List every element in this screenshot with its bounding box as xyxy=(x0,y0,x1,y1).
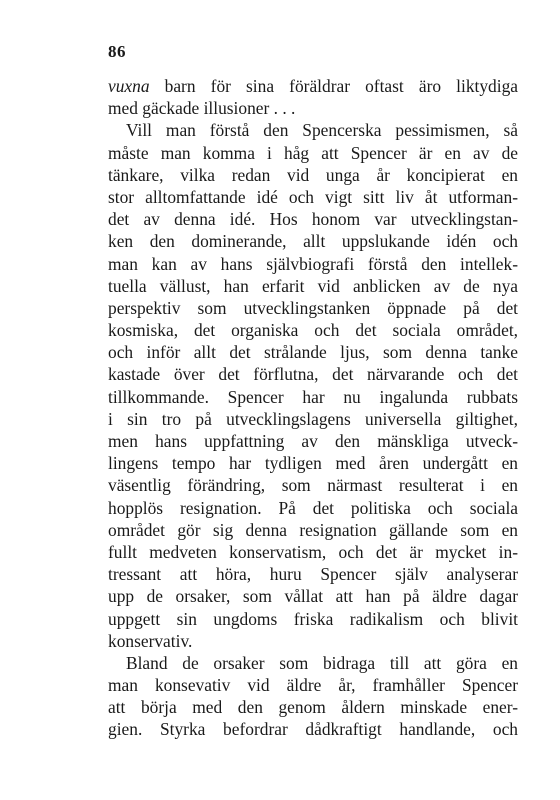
paragraph xyxy=(108,652,518,741)
text-line: området gör sig denna resignation gällande som en xyxy=(108,519,518,540)
line-rest: barn för sina föräldrar oftast äro liktydiga xyxy=(149,76,518,96)
text-line: och inför allt det strålande ljus, som denna tanke xyxy=(108,342,518,363)
text-line: kosmiska, det organiska och det sociala området, xyxy=(108,320,518,341)
text-line: det av denna idé. Hos honom var utvecklingstan- xyxy=(108,209,518,230)
text-line: fullt medveten konservatism, och det är mycket in- xyxy=(108,541,518,562)
text-line: måste man komma i håg att Spencer är en av de xyxy=(108,142,518,163)
text-line: upp de orsaker, som vållat att han på äldre dagar xyxy=(108,586,518,607)
text-line: lingens tempo har tydligen med åren undergått en xyxy=(108,453,518,474)
text-line: Bland de orsaker som bidraga till att göra en xyxy=(126,652,518,673)
text-line: väsentlig förändring, som närmast resulterat i en xyxy=(108,475,518,496)
paragraph xyxy=(108,119,518,652)
text-line: konservativ. xyxy=(108,630,193,651)
text-line: gien. Styrka befordrar dådkraftigt handlande, och xyxy=(108,719,518,740)
text-line xyxy=(108,75,518,97)
text-line: kastade över det förflutna, det närvarande och det xyxy=(108,364,518,385)
text-line: i sin tro på utvecklingslagens universella giltighet, xyxy=(108,408,518,429)
text-line: man konsevativ vid äldre år, framhåller Spencer xyxy=(108,675,518,696)
text-line: tuella vällust, han erfarit vid anblicken av de nya xyxy=(108,275,518,296)
italic-word: vuxna xyxy=(108,76,150,96)
text-line: tressant att höra, huru Spencer själv analyserar xyxy=(108,564,518,585)
text-line: med gäckade illusioner . . . xyxy=(108,98,296,119)
text-line: ken den dominerande, allt uppslukande idén och xyxy=(108,231,518,252)
text-line: hopplös resignation. På det politiska och sociala xyxy=(108,497,518,518)
text-line: att börja med den genom åldern minskade ener- xyxy=(108,697,518,718)
page-number: 86 xyxy=(108,42,126,61)
body-text xyxy=(108,75,518,741)
text-line: stor alltomfattande idé och vigt sitt liv åt utforman- xyxy=(108,186,518,207)
text-line: Vill man förstå den Spencerska pessimismen, så xyxy=(126,120,518,141)
text-line: uppgett sin ungdoms friska radikalism och blivit xyxy=(108,608,518,629)
text-line: man kan av hans självbiografi förstå den intellek- xyxy=(108,253,518,274)
text-line: perspektiv som utvecklingstanken öppnade på det xyxy=(108,297,518,318)
text-line: tänkare, vilka redan vid unga år koncipierat en xyxy=(108,164,518,185)
paragraph xyxy=(108,75,518,119)
text-line: tillkommande. Spencer har nu ingalunda rubbats xyxy=(108,386,518,407)
text-line: men hans uppfattning av den mänskliga utveck- xyxy=(108,431,518,451)
